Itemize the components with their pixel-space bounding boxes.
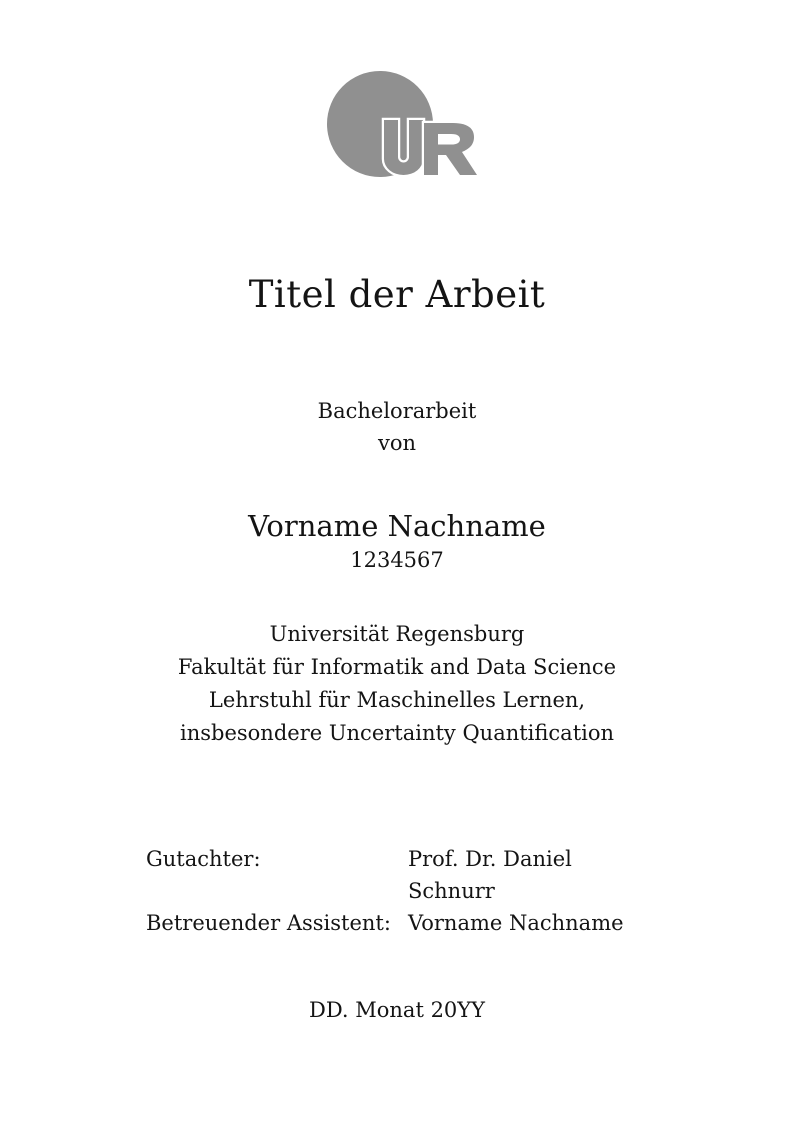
submission-date: DD. Monat 20YY	[308, 998, 486, 1022]
logo-letter-r-icon	[424, 123, 477, 175]
institution-line-faculty: Fakultät für Informatik and Data Science	[177, 655, 617, 679]
thesis-title: Titel der Arbeit	[248, 273, 546, 316]
author-name: Vorname Nachname	[248, 509, 546, 543]
reviewers-table	[146, 843, 656, 939]
thesis-type: Bachelorarbeit	[317, 399, 477, 423]
thesis-type-block	[0, 395, 794, 459]
assistant-label: Betreuender Assistent:	[146, 911, 391, 935]
reviewer-label: Gutachter:	[146, 847, 261, 871]
assistant-value: Vorname Nachname	[408, 911, 624, 935]
matriculation-number: 1234567	[350, 548, 444, 572]
university-logo	[326, 71, 478, 183]
reviewer-value: Prof. Dr. Daniel Schnurr	[408, 847, 572, 903]
institution-line-chair: Lehrstuhl für Maschinelles Lernen,	[208, 688, 586, 712]
ur-logo-graphic	[326, 71, 478, 183]
thesis-by-word: von	[377, 431, 417, 455]
institution-block	[0, 618, 794, 750]
institution-line-university: Universität Regensburg	[269, 622, 525, 646]
institution-line-chair-continued: insbesondere Uncertainty Quantification	[179, 721, 615, 745]
